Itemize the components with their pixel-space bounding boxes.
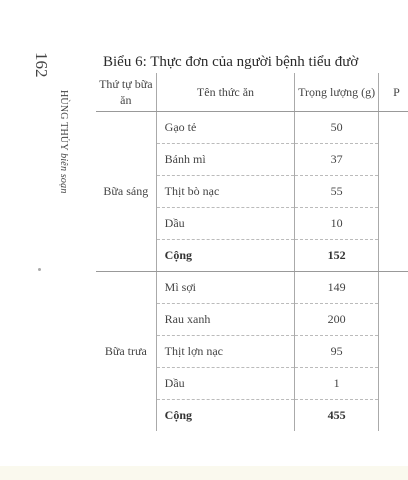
running-header-role: biên soạn	[58, 153, 69, 194]
food-weight: 10	[295, 208, 379, 240]
food-name: Gạo tẻ	[156, 112, 295, 144]
total-label: Cộng	[156, 400, 295, 432]
page-margin	[0, 0, 96, 480]
table-header-row	[96, 73, 408, 112]
total-value: 152	[295, 240, 379, 272]
meal-name: Bữa sáng	[96, 112, 156, 272]
food-weight: 200	[295, 304, 379, 336]
header-truncated: P	[378, 73, 408, 112]
food-name: Thịt lợn nạc	[156, 336, 295, 368]
food-name: Mì sợi	[156, 272, 295, 304]
food-weight: 1	[295, 368, 379, 400]
page-bottom-edge	[0, 466, 408, 480]
food-weight: 50	[295, 112, 379, 144]
food-name: Dầu	[156, 368, 295, 400]
running-header-author: HÙNG THỦY	[58, 90, 69, 151]
table-title: Biểu 6: Thực đơn của người bệnh tiểu đườ	[103, 54, 359, 70]
food-name: Rau xanh	[156, 304, 295, 336]
food-weight: 55	[295, 176, 379, 208]
page-number: 162	[32, 52, 51, 78]
table-row	[96, 112, 408, 144]
food-name: Bánh mì	[156, 144, 295, 176]
header-weight: Trọng lượng (g)	[295, 73, 379, 112]
total-value: 455	[295, 400, 379, 432]
header-food: Tên thức ăn	[156, 73, 295, 112]
total-label: Cộng	[156, 240, 295, 272]
table-row	[96, 272, 408, 304]
food-weight: 149	[295, 272, 379, 304]
stray-mark	[38, 268, 41, 271]
food-name: Dầu	[156, 208, 295, 240]
food-weight: 37	[295, 144, 379, 176]
running-header	[58, 90, 69, 194]
menu-table	[96, 73, 408, 431]
meal-name: Bữa trưa	[96, 272, 156, 432]
food-name: Thịt bò nạc	[156, 176, 295, 208]
header-meal: Thứ tự bữa ăn	[96, 73, 156, 112]
food-weight: 95	[295, 336, 379, 368]
